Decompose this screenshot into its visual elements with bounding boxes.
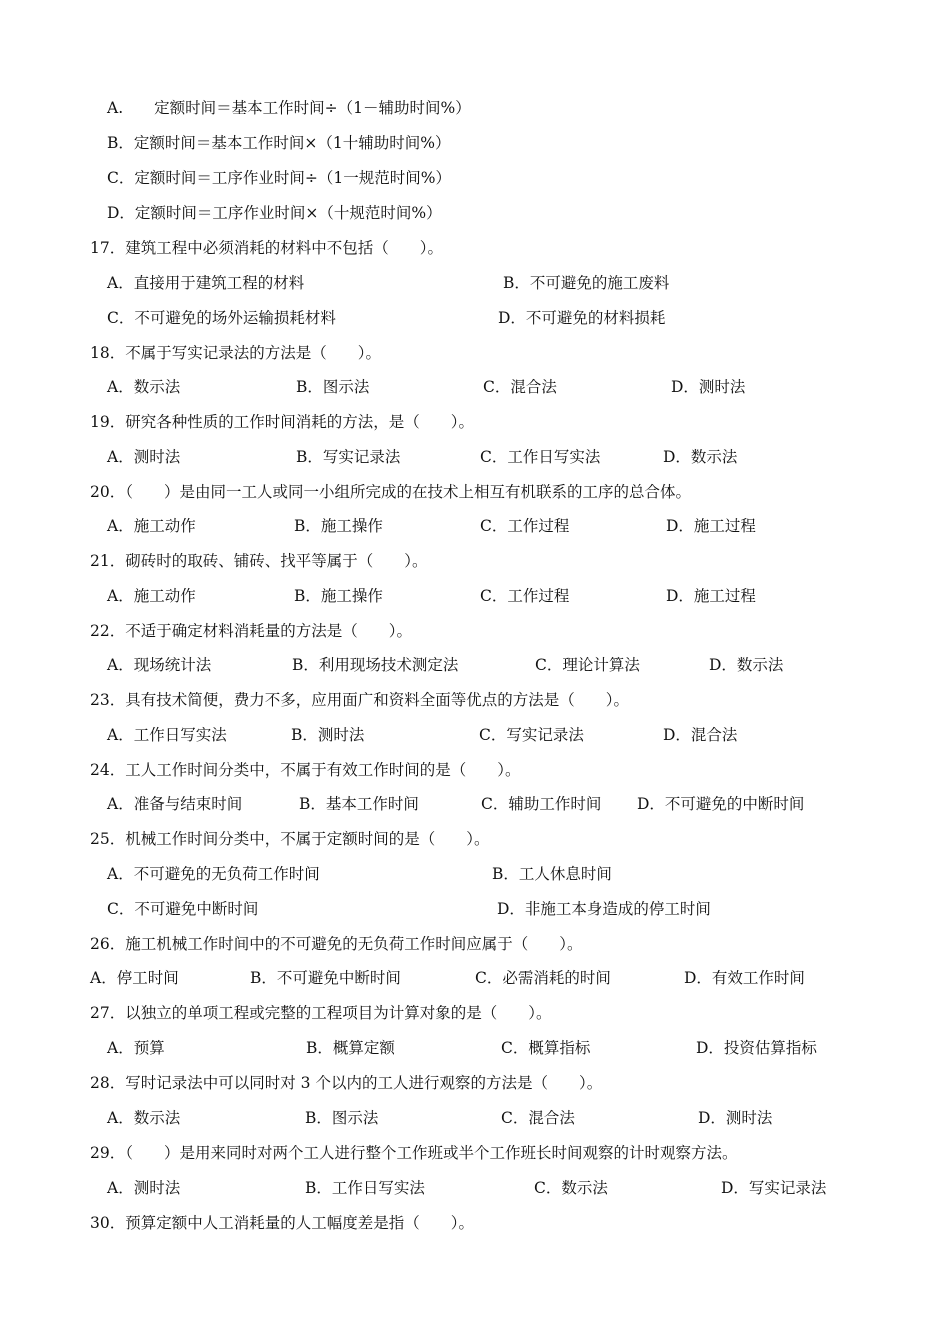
option-c: C．概算指标 [501, 1039, 591, 1057]
option-line: D．定额时间＝工序作业时间×（十规范时间%） [107, 204, 442, 222]
option-d: D．测时法 [671, 378, 746, 396]
option-a: A．停工时间 [90, 969, 179, 987]
option-b: B．工作日写实法 [305, 1179, 425, 1197]
option-c: C．工作过程 [480, 587, 570, 605]
option-d: D．数示法 [709, 656, 784, 674]
question-stem: 26．施工机械工作时间中的不可避免的无负荷工作时间应属于（ ）。 [90, 935, 583, 953]
question-stem: 28．写时记录法中可以同时对 3 个以内的工人进行观察的方法是（ ）。 [90, 1074, 603, 1092]
option-d: D．施工过程 [666, 517, 756, 535]
option-line: A. 定额时间＝基本工作时间÷（1－辅助时间%） [107, 99, 471, 117]
option-line: B．定额时间＝基本工作时间×（1十辅助时间%） [107, 134, 451, 152]
option-b: B．工人休息时间 [492, 865, 612, 883]
option-d: D．投资估算指标 [696, 1039, 817, 1057]
option-d: D．有效工作时间 [684, 969, 805, 987]
option-b: B．利用现场技术测定法 [292, 656, 459, 674]
question-stem: 25．机械工作时间分类中，不属于定额时间的是（ ）。 [90, 830, 490, 848]
option-c: C．工作日写实法 [480, 448, 601, 466]
option-d: D．测时法 [698, 1109, 773, 1127]
option-a: A．不可避免的无负荷工作时间 [107, 865, 320, 883]
question-stem: 19．研究各种性质的工作时间消耗的方法，是（ ）。 [90, 413, 474, 431]
option-c: C．数示法 [534, 1179, 608, 1197]
option-c: C．混合法 [483, 378, 557, 396]
question-stem: 23．具有技术简便，费力不多，应用面广和资料全面等优点的方法是（ ）。 [90, 691, 629, 709]
question-stem: 27．以独立的单项工程或完整的工程项目为计算对象的是（ ）。 [90, 1004, 552, 1022]
option-a: A．数示法 [107, 1109, 181, 1127]
option-b: B．施工操作 [294, 587, 383, 605]
option-c: C．必需消耗的时间 [475, 969, 611, 987]
option-b: B．施工操作 [294, 517, 383, 535]
option-a: A．数示法 [107, 378, 181, 396]
question-stem: 18．不属于写实记录法的方法是（ ）。 [90, 344, 381, 362]
option-b: B．测时法 [291, 726, 365, 744]
option-b: B．写实记录法 [296, 448, 401, 466]
option-a: A．工作日写实法 [107, 726, 227, 744]
option-a: A．测时法 [107, 448, 181, 466]
option-b: B．图示法 [296, 378, 370, 396]
option-a: A．测时法 [107, 1179, 181, 1197]
option-c: C．不可避免中断时间 [107, 900, 259, 918]
option-c: C．写实记录法 [479, 726, 584, 744]
option-d: D．不可避免的中断时间 [637, 795, 805, 813]
option-a: A．预算 [107, 1039, 165, 1057]
option-b: B．不可避免中断时间 [250, 969, 401, 987]
option-a: A．现场统计法 [107, 656, 212, 674]
option-c: C．辅助工作时间 [481, 795, 602, 813]
option-d: D．施工过程 [666, 587, 756, 605]
option-b: B．图示法 [305, 1109, 379, 1127]
question-stem: 29．（ ）是用来同时对两个工人进行整个工作班或半个工作班长时间观察的计时观察方法。 [90, 1144, 738, 1162]
option-b: B．概算定额 [306, 1039, 395, 1057]
option-b: B．基本工作时间 [299, 795, 419, 813]
question-stem: 30．预算定额中人工消耗量的人工幅度差是指（ ）。 [90, 1214, 474, 1232]
option-d: D．非施工本身造成的停工时间 [497, 900, 711, 918]
option-d: D．写实记录法 [721, 1179, 827, 1197]
option-c: C．混合法 [501, 1109, 575, 1127]
question-stem: 20．（ ）是由同一工人或同一小组所完成的在技术上相互有机联系的工序的总合体。 [90, 483, 691, 501]
option-d: D．数示法 [663, 448, 738, 466]
option-a: A．直接用于建筑工程的材料 [107, 274, 305, 292]
option-c: C．理论计算法 [535, 656, 640, 674]
option-d: D．不可避免的材料损耗 [498, 309, 666, 327]
option-a: A．施工动作 [107, 517, 196, 535]
option-line: C．定额时间＝工序作业时间÷（1一规范时间%） [107, 169, 451, 187]
option-c: C．不可避免的场外运输损耗材料 [107, 309, 336, 327]
option-a: A．施工动作 [107, 587, 196, 605]
question-stem: 24．工人工作时间分类中，不属于有效工作时间的是（ ）。 [90, 761, 521, 779]
option-d: D．混合法 [663, 726, 738, 744]
question-stem: 22．不适于确定材料消耗量的方法是（ ）。 [90, 622, 412, 640]
question-stem: 21．砌砖时的取砖、铺砖、找平等属于（ ）。 [90, 552, 428, 570]
option-a: A．准备与结束时间 [107, 795, 243, 813]
option-c: C．工作过程 [480, 517, 570, 535]
question-stem: 17．建筑工程中必须消耗的材料中不包括（ ）。 [90, 239, 443, 257]
option-b: B．不可避免的施工废料 [503, 274, 670, 292]
